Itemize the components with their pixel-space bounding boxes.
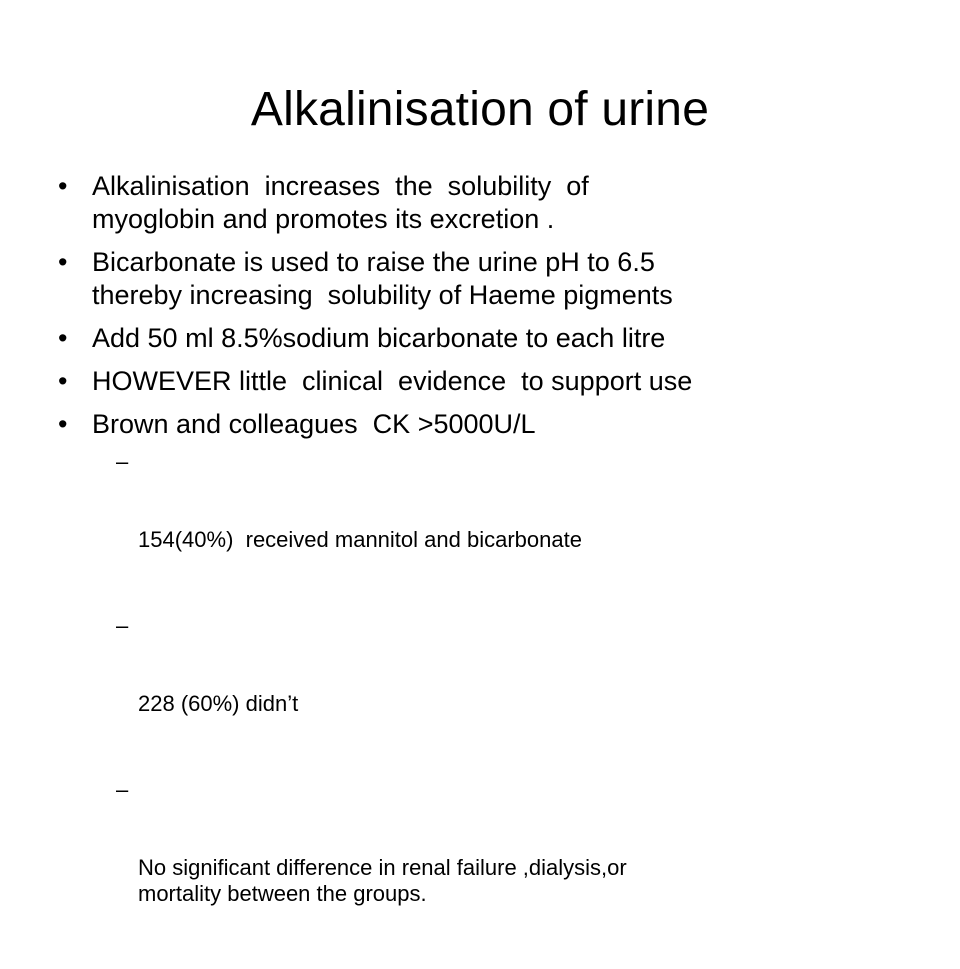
bullet-text: Brown and colleagues CK >5000U/L: [92, 409, 536, 439]
sub-bullet-item: [92, 449, 908, 605]
bullet-marker: •: [58, 366, 68, 396]
sub-bullet-list: [92, 449, 908, 959]
bullet-marker: •: [58, 247, 68, 277]
bullet-item: [58, 408, 908, 959]
bullet-text: Add 50 ml 8.5%sodium bicarbonate to each litre: [92, 323, 666, 353]
bullet-list: [58, 170, 908, 969]
bullet-text: HOWEVER little clinical evidence to support use: [92, 366, 693, 396]
sub-bullet-text: No significant difference in renal failure ,dialysis,or mortality between the groups.: [138, 855, 627, 906]
sub-bullet-marker: –: [116, 449, 129, 474]
bullet-text: Alkalinisation increases the solubility of myoglobin and promotes its excretion .: [92, 171, 589, 234]
bullet-item: [58, 322, 908, 355]
bullet-marker: •: [58, 171, 68, 201]
sub-bullet-item: [92, 613, 908, 769]
sub-bullet-text: 154(40%) received mannitol and bicarbonate: [138, 527, 582, 552]
slide-title: Alkalinisation of urine: [250, 83, 710, 136]
sub-bullet-text: 228 (60%) didn’t: [138, 691, 299, 716]
bullet-marker: •: [58, 323, 68, 353]
sub-bullet-marker: –: [116, 777, 129, 802]
bullet-item: [58, 246, 908, 312]
bullet-item: [58, 170, 908, 236]
sub-bullet-marker: –: [116, 613, 129, 638]
bullet-item: [58, 365, 908, 398]
bullet-text: Bicarbonate is used to raise the urine pH to 6.5 thereby increasing solubility of Haeme pigments: [92, 247, 673, 310]
bullet-marker: •: [58, 409, 68, 439]
sub-bullet-item: [92, 777, 908, 959]
